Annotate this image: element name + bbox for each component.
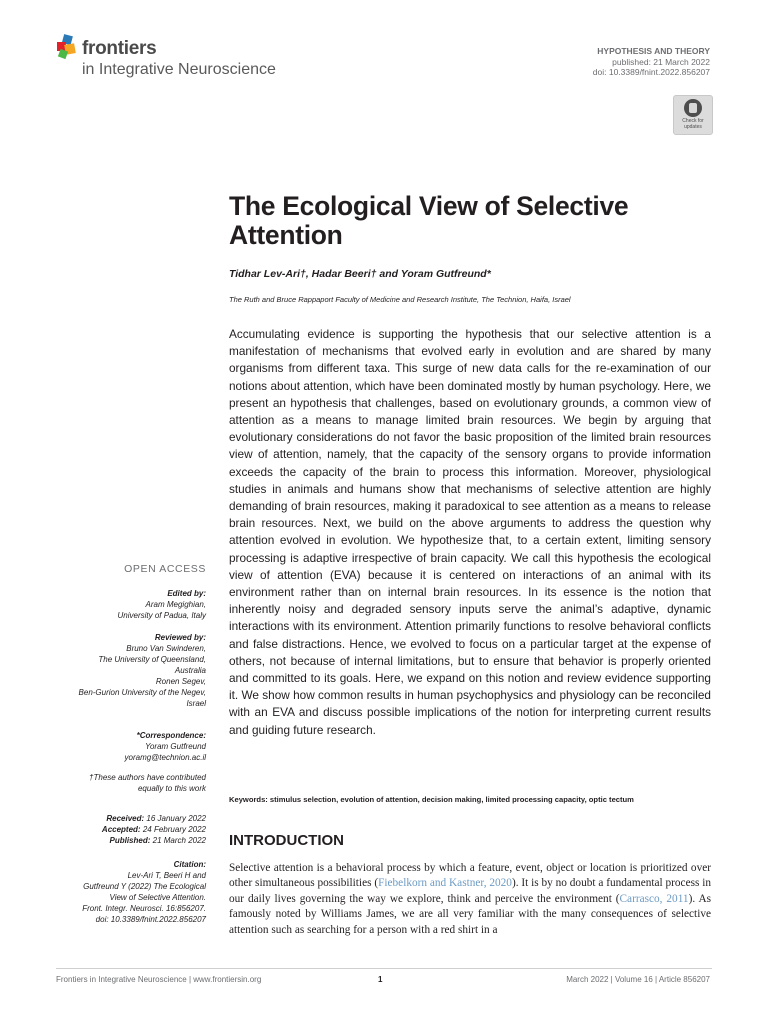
citation-link[interactable]: Carrasco, 2011 xyxy=(619,892,689,905)
equal-contribution-note: †These authors have contributed equally to this work xyxy=(89,773,206,793)
section-heading-introduction: INTRODUCTION xyxy=(229,832,344,849)
article-meta xyxy=(593,46,710,78)
footer-journal[interactable]: Frontiers in Integrative Neuroscience | www.frontiersin.org xyxy=(56,975,262,984)
page-number: 1 xyxy=(378,975,383,984)
citation-info: Citation: Lev-Ari T, Beeri H and Gutfreund Y (2022) The Ecological View of Selective Attention. Front. Integr. Neurosci. 16:856207. doi: 10.3389/fnint.2022.856207 xyxy=(82,860,206,924)
author-list: Tidhar Lev-Ari†, Hadar Beeri† and Yoram Gutfreund* xyxy=(229,268,491,280)
citation-link[interactable]: Fiebelkorn and Kastner, 2020 xyxy=(378,877,512,890)
journal-brand: frontiers xyxy=(82,38,157,59)
keywords: Keywords: stimulus selection, evolution of attention, decision making, limited processing capacity, optic tectum xyxy=(229,795,634,804)
journal-name: in Integrative Neuroscience xyxy=(82,61,276,78)
correspondence-info: *Correspondence: Yoram Gutfreund yoramg@technion.ac.il xyxy=(124,731,206,762)
footer-issue: March 2022 | Volume 16 | Article 856207 xyxy=(566,975,710,984)
reviewer-info: Reviewed by: Bruno Van Swinderen, The University of Queensland, Australia Ronen Segev, Ben-Gurion University of the Negev, Israel xyxy=(78,633,206,708)
article-dates: Received: 16 January 2022 Accepted: 24 February 2022 Published: 21 March 2022 xyxy=(101,814,206,845)
open-access-label: OPEN ACCESS xyxy=(124,563,206,575)
introduction-paragraph: Selective attention is a behavioral process by which a feature, event, object or location is prioritized over other simultaneous possibilities (Fiebelkorn and Kastner, 2020). It is by no doubt a fundamental process in our daily lives governing the way we explore, think and perceive the environment (Carrasco, 2011). As famously noted by Williams James, we are all very familiar with the many consequences of selective attention such as searching for a person with a red shirt in a xyxy=(229,862,712,936)
affiliation: The Ruth and Bruce Rappaport Faculty of Medicine and Research Institute, The Technion, Haifa, Israel xyxy=(229,295,571,304)
article-type: HYPOTHESIS AND THEORY xyxy=(597,46,710,56)
correspondence-email[interactable]: yoramg@technion.ac.il xyxy=(124,753,206,762)
abstract: Accumulating evidence is supporting the hypothesis that our selective attention is a manifestation of mechanisms that evolved early in evolution and are shared by many organisms from different taxa. This surge of new data calls for the re-examination of our notions about attention, which have been dominated mostly by human psychology. Here, we present an hypothesis that challenges, based on evolutionary grounds, a common view of attention as a means to manage limited brain resources. We begin by arguing that evolutionary considerations do not favor the basic proposition of the limited brain resources view of attention, namely, that the capacity of the sensory organs to provide information exceeds the capacity of the brain to process this information. Moreover, physiological studies in animals and humans show that mechanisms of selective attention are highly demanding of brain resources, making it paradoxical to see attention as a means to release brain resources. Next, we build on the above arguments to address the question why attention evolved in evolution. We hypothesize that, to a certain extent, limiting sensory processing is adaptive irrespective of brain capacity. We call this hypothesis the ecological view of attention (EVA) because it is centered on interactions of an animal with its environment rather than on internal brain resources. In its essence is the notion that inherently noisy and degraded sensory inputs serve the animal’s adaptive, dynamic interactions with its environment. Attention primarily functions to resolve behavioral conflicts and false distractions. Hence, we evolved to focus on a particular target at the expense of others, not because of internal limitations, but to ensure that behavior is properly oriented and committed to its goals. Here, we expand on this notion and review evidence supporting it. We show how common results in human psychophysics and physiology can be reconciled with an EVA and discuss possible implications of the notion for interpreting current results and guiding future research. xyxy=(229,327,711,737)
check-for-updates-badge[interactable] xyxy=(673,95,713,135)
footer-divider xyxy=(56,968,712,969)
doi[interactable]: doi: 10.3389/fnint.2022.856207 xyxy=(592,67,710,77)
frontiers-logo-icon xyxy=(56,34,80,60)
article-title: The Ecological View of Selective Attention xyxy=(229,191,629,250)
editor-info: Edited by: Aram Megighian, University of Padua, Italy xyxy=(117,589,206,620)
published-date: published: 21 March 2022 xyxy=(612,56,710,67)
check-for-updates-icon xyxy=(684,99,702,117)
check-for-updates-text: Check for updates xyxy=(682,118,704,130)
